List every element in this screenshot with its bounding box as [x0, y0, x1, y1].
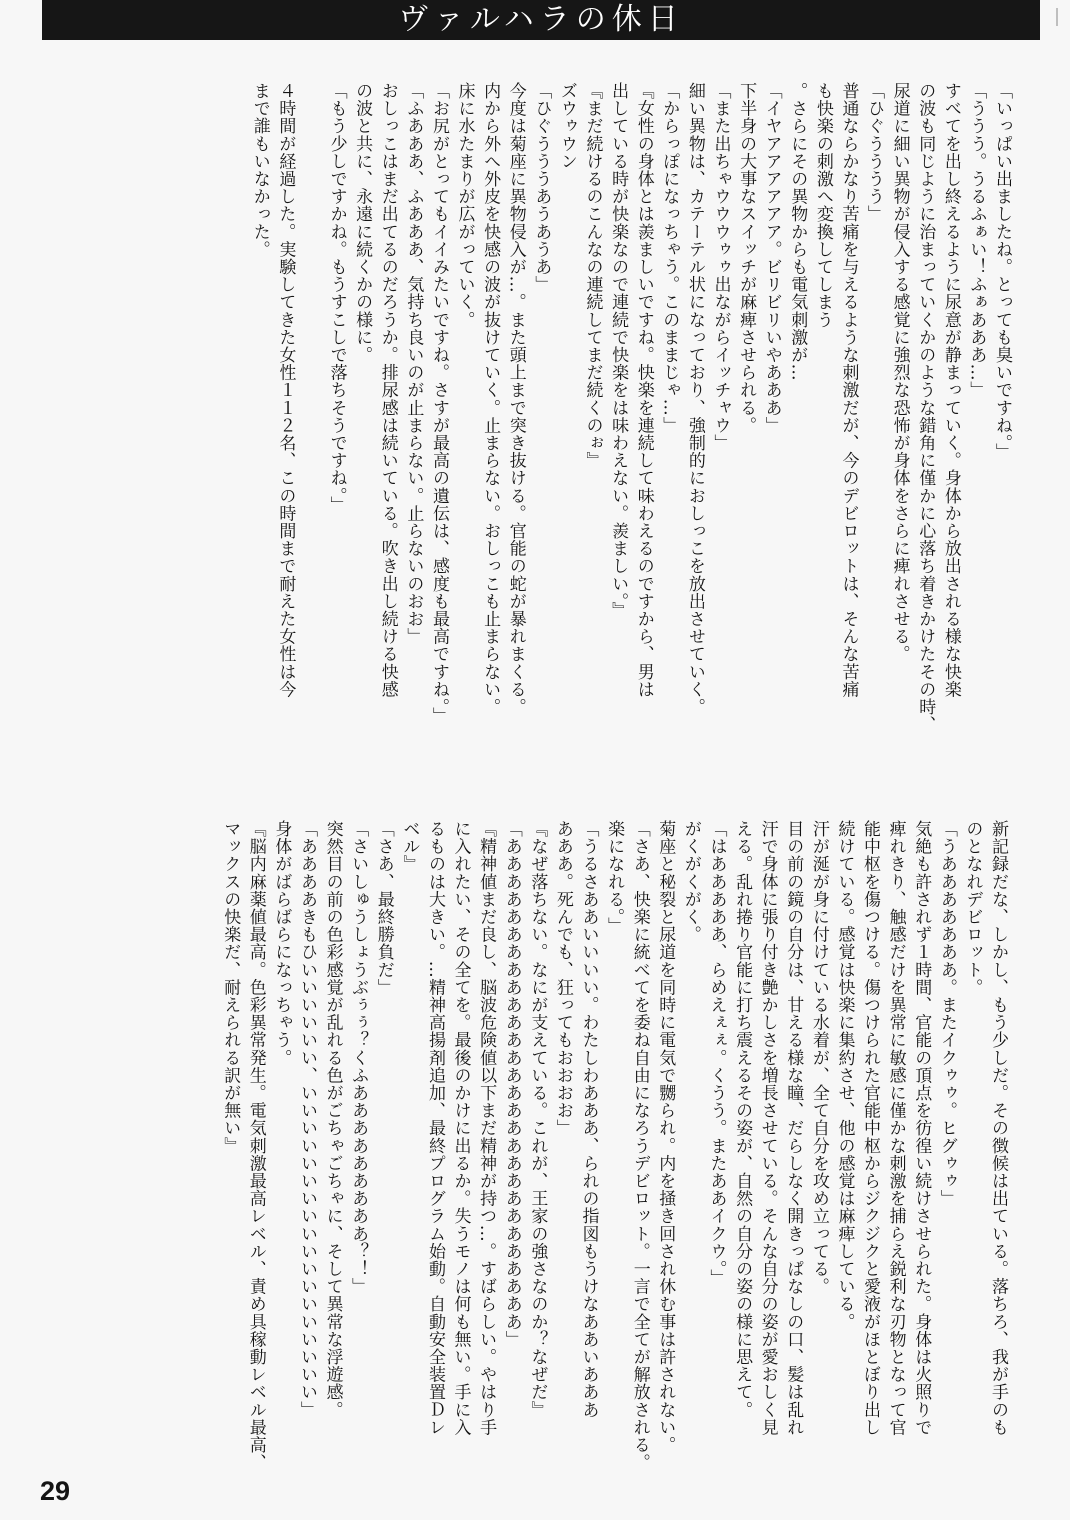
page-edge-mark — [1056, 8, 1064, 26]
page-title: ヴァルハラの休日 — [398, 2, 684, 37]
upper-text-block: 「いっぱい出ましたね。とっても臭いですね。」 「ううう。うるふぁい！ふぁあああ…」 すべてを出し終えるように尿意が静まっていく。身体から放出される様な快楽 の波も同じように治まっていくかのような錯角に僅かに心落ち着きかけたその時、 尿道に細い異物が侵入する感覚に強烈な恐怖が身体をさらに痺れさせる。 「ひぐうううう」 普通ならかなり苦痛を与えるような刺激だが、今のデビロットは、そんな苦痛 も快楽の刺激へ変換してしまう 。さらにその異物からも電気刺激が… 「イヤアアアアアア。ビリビリいやあああ」 下半身の大事なスイッチが麻痺させられる。 「また出ちゃウウウゥゥ出ながらイッチャウ」 細い異物は、カテーテル状になっており、強制的におしっこを放出させていく。 「からっぽになっちゃう。このままじゃ…」 『女性の身体とは羨ましいですね。快楽を連続して味わえるのですから、男は 出している時が快楽なので連続で快楽をは味わえない。羨ましい。』 『まだ続けるのこんなの連続してまだ続くのぉ』 ズウゥウン 「ひぐうううあうあうあ」 今度は菊座に異物侵入が…。また頭上まで突き抜ける。官能の蛇が暴れまくる。 内から外へ外皮を快感の波が抜けていく。止まらない。おしっこも止まらない。 床に水たまりが広がっていく。 「お尻がとってもイイみたいですね。さすが最高の遺伝は、感度も最高ですね。」 「ふあああ、ふあああ、気持ち良いのが止まらない。止らないのおお」 おしっこはまだ出てるのだろうか。排尿感は続いている。吹き出し続ける快感 の波と共に、永遠に続くかの様に。 「もう少しですかね。もうすこしで落ちそうですね。」 ４時間が経過した。実験してきた女性１１２名、この時間まで耐えた女性は今 まで誰もいなかった。 — [249, 82, 1012, 734]
page-number: 29 — [40, 1476, 71, 1506]
lower-text-block: 新記録だな、しかし、もう少しだ。その徴候は出ている。落ちろ、我が手のも のとなれデビロット。 「うあああああああ。またイクゥゥ。ヒグゥゥ」 気絶も許されず１時間、官能の頂点を彷徨い続けさせられた。身体は火照りで 痺れきり、触感だけを異常に敏感に僅かな刺激を捕らえ鋭利な刃物となって官 能中枢を傷つける。傷つけられた官能中枢からジクジクと愛液がほとぼり出し 続けている。感覚は快楽に集約させ、他の感覚は麻痺している。 汗が涎が身に付けている水着が、全て自分を攻め立ってる。 目の前の鏡の自分は、甘える様な瞳、だらしなく開きっぱなしの口、髪は乱れ 汗で身体に張り付き艶かしさを増長させている。そんな自分の姿が愛おしく見 える。乱れ捲り官能に打ち震えるその姿が、自然の自分の姿の様に思えて。 「はあああああ、らめえぇぇ。くうう。またああイクウ。」 がくがくがく。 菊座と秘裂と尿道を同時に電気で嬲られ。内を掻き回され休む事は許されない。 「さあ、快楽に統べてを委ね自由になろうデビロット。一言で全てが解放される。 楽になれる。」 「うるさああいいいい。わたしわあああ、られの指図もうけなああいあああ あああ。死んでも、狂ってもおおおお」 『なぜ落ちない。なにが支えている。これが、王家の強さなのか？なぜだ』 「ああああああああああああああああああああああああああああ」 『精神値まだ良し、脳波危険値以下まだ精神が持つ…。すばらしい。やはり手 に入れたい、その全てを。最後のかけに出るか。失うモノは何も無い。手に入 るものは大きい。…精神高揚剤追加、最終プログラム始動。自動安全装置Ｄレ ベル』 「さあ、最終勝負だ」 「さいしゅうしょうぶぅぅ？くふあああああああああ？！」 突然目の前の色彩感覚が乱れる色がごちゃごちゃに、そして異常な浮遊感。 「ああああきもひいいいいいい、いいいいいいいいいいいいいいいいいい」 身体がばらばらになっちゃう。 『脳内麻薬値最高。色彩異常発生。電気刺激最高レベル、責め具稼動レベル最高、 マックスの快楽だ、耐えられる訳が無い』 — [220, 820, 1008, 1472]
header-bar — [42, 0, 1040, 40]
